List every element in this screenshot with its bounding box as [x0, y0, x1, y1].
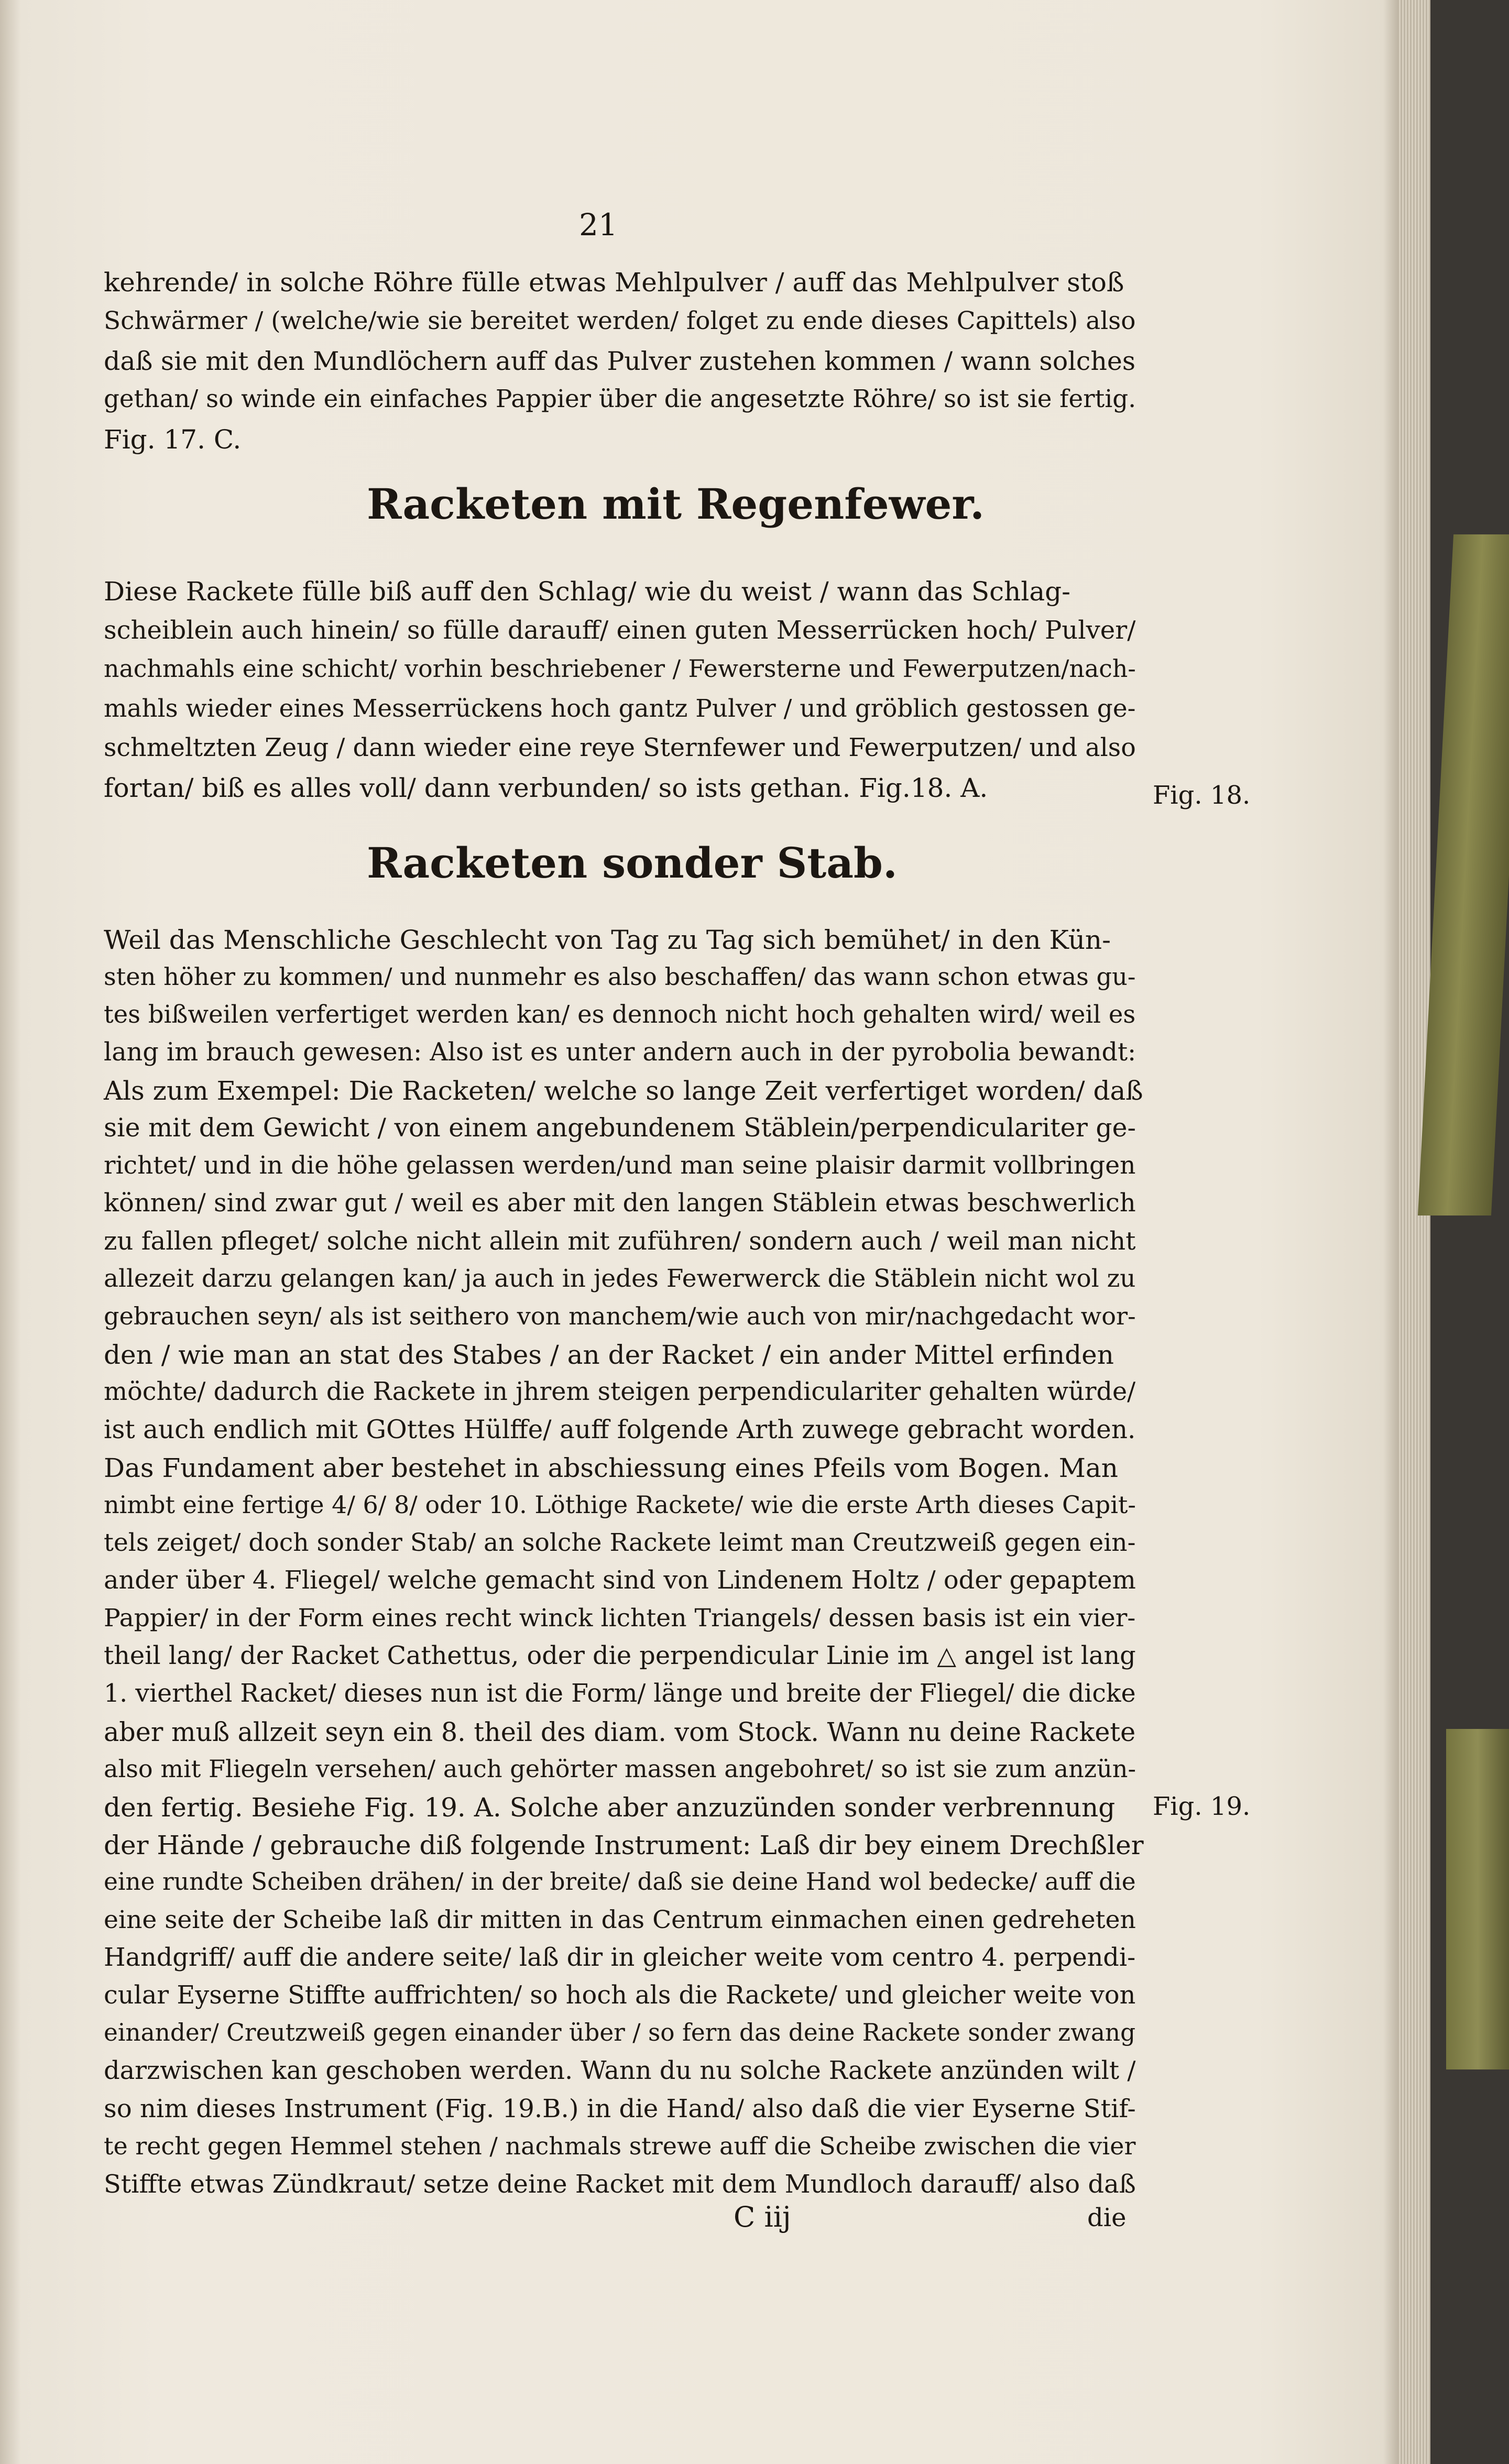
text-line: Schwärmer / (welche/wie sie bereitet werden/ folget zu ende dieses Capittels) also [104, 306, 1136, 335]
text-line: aber muß allzeit seyn ein 8. theil des diam. vom Stock. Wann nu deine Rackete [104, 1717, 1136, 1747]
text-line: gebrauchen seyn/ als ist seithero von manchem/wie auch von mir/nachgedacht wor- [104, 1302, 1136, 1330]
text-line: ander über 4. Fliegel/ welche gemacht sind von Lindenem Holtz / oder gepaptem [104, 1566, 1136, 1595]
text-line: allezeit darzu gelangen kan/ ja auch in jedes Fewerwerck die Stäblein nicht wol zu [104, 1264, 1136, 1293]
text-line: können/ sind zwar gut / weil es aber mit den langen Stäblein etwas beschwerlich [104, 1189, 1136, 1218]
text-line: scheiblein auch hinein/ so fülle darauff/ einen guten Messerrücken hoch/ Pulver/ [104, 616, 1136, 645]
margin-note: Fig. 18. [1153, 781, 1251, 810]
text-line: Als zum Exempel: Die Racketen/ welche so lange Zeit verfertiget worden/ daß [104, 1076, 1143, 1106]
text-line: Stiffte etwas Zündkraut/ setze deine Racket mit dem Mundloch darauff/ also daß [104, 2170, 1136, 2199]
text-line: der Hände / gebrauche diß folgende Instrument: Laß dir bey einem Drechßler [104, 1830, 1144, 1860]
text-line: tes bißweilen verfertiget werden kan/ es dennoch nicht hoch gehalten wird/ weil es [104, 1000, 1136, 1028]
text-line: nimbt eine fertige 4/ 6/ 8/ oder 10. Löthige Rackete/ wie die erste Arth dieses Capit- [104, 1491, 1136, 1519]
text-line: einander/ Creutzweiß gegen einander über / so fern das deine Rackete sonder zwang [104, 2019, 1136, 2046]
text-line: den / wie man an stat des Stabes / an der Racket / ein ander Mittel erfinden [104, 1340, 1114, 1370]
text-line: richtet/ und in die höhe gelassen werden/und man seine plaisir darmit vollbringen [104, 1151, 1136, 1180]
text-line: den fertig. Besiehe Fig. 19. A. Solche aber anzuzünden sonder verbrennung [104, 1792, 1116, 1823]
text-line: ist auch endlich mit GOttes Hülffe/ auff folgende Arth zuwege gebracht worden. [104, 1415, 1136, 1444]
text-line: so nim dieses Instrument (Fig. 19.B.) in die Hand/ also daß die vier Eyserne Stif- [104, 2094, 1136, 2123]
text-line: Das Fundament aber bestehet in abschiessung eines Pfeils vom Bogen. Man [104, 1453, 1118, 1483]
text-line: daß sie mit den Mundlöchern auff das Pulver zustehen kommen / wann solches [104, 346, 1136, 376]
text-line: sie mit dem Gewicht / von einem angebundenem Stäblein/perpendiculariter ge- [104, 1113, 1136, 1143]
text-line: nachmahls eine schicht/ vorhin beschriebener / Fewersterne und Fewerputzen/nach- [104, 655, 1136, 683]
catchword: die [1087, 2203, 1127, 2232]
page-edges [1399, 0, 1430, 2464]
text-line: lang im brauch gewesen: Also ist es unter andern auch in der pyrobolia bewandt: [104, 1038, 1136, 1067]
text-line: zu fallen pfleget/ solche nicht allein mit zuführen/ sondern auch / weil man nicht [104, 1226, 1136, 1256]
text-line: Pappier/ in der Form eines recht winck lichten Triangels/ dessen basis ist ein vier- [104, 1604, 1136, 1633]
text-line: kehrende/ in solche Röhre fülle etwas Mehlpulver / auff das Mehlpulver stoß [104, 267, 1124, 298]
text-line: eine seite der Scheibe laß dir mitten in das Centrum einmachen einen gedreheten [104, 1906, 1136, 1934]
text-line: te recht gegen Hemmel stehen / nachmals strewe auff die Scheibe zwischen die vier [104, 2132, 1136, 2160]
text-line: Weil das Menschliche Geschlecht von Tag zu Tag sich bemühet/ in den Kün- [104, 925, 1111, 955]
text-line: cular Eyserne Stiffte auffrichten/ so hoch als die Rackete/ und gleicher weite von [104, 1981, 1136, 2010]
page-number: 21 [579, 207, 618, 243]
text-line: also mit Fliegeln versehen/ auch gehörter massen angebohret/ so ist sie zum anzün- [104, 1755, 1136, 1783]
text-line: mahls wieder eines Messerrückens hoch gantz Pulver / und gröblich gestossen ge- [104, 694, 1136, 723]
text-line: sten höher zu kommen/ und nunmehr es also beschaffen/ das wann schon etwas gu- [104, 962, 1136, 991]
margin-note: Fig. 19. [1153, 1792, 1251, 1821]
text-line: Handgriff/ auff die andere seite/ laß dir in gleicher weite vom centro 4. perpendi- [104, 1943, 1136, 1972]
section-heading: Racketen mit Regenfewer. [367, 479, 985, 529]
text-line: Fig. 17. C. [104, 424, 242, 455]
section-heading: Racketen sonder Stab. [367, 838, 898, 888]
text-line: gethan/ so winde ein einfaches Pappier über die angesetzte Röhre/ so ist sie fertig. [104, 385, 1136, 413]
text-line: Diese Rackete fülle biß auff den Schlag/ wie du weist / wann das Schlag- [104, 576, 1071, 607]
signature-mark: C iij [734, 2200, 791, 2233]
text-line: 1. vierthel Racket/ dieses nun ist die Form/ länge und breite der Fliegel/ die dicke [104, 1679, 1136, 1708]
text-line: eine rundte Scheiben drähen/ in der breite/ daß sie deine Hand wol bedecke/ auff die [104, 1868, 1136, 1896]
text-line: fortan/ biß es alles voll/ dann verbunden/ so ists gethan. Fig.18. A. [104, 773, 988, 803]
bookmark-ribbon [1446, 1729, 1509, 2069]
text-line: tels zeiget/ doch sonder Stab/ an solche Rackete leimt man Creutzweiß gegen ein- [104, 1528, 1136, 1557]
bookmark-ribbon [1418, 534, 1509, 1215]
text-line: schmeltzten Zeug / dann wieder eine reye Sternfewer und Fewerputzen/ und also [104, 733, 1136, 762]
text-line: darzwischen kan geschoben werden. Wann du nu solche Rackete anzünden wilt / [104, 2056, 1136, 2085]
text-line: möchte/ dadurch die Rackete in jhrem steigen perpendiculariter gehalten würde/ [104, 1377, 1136, 1406]
text-line: theil lang/ der Racket Cathettus, oder die perpendicular Linie im △ angel ist lang [104, 1641, 1136, 1670]
